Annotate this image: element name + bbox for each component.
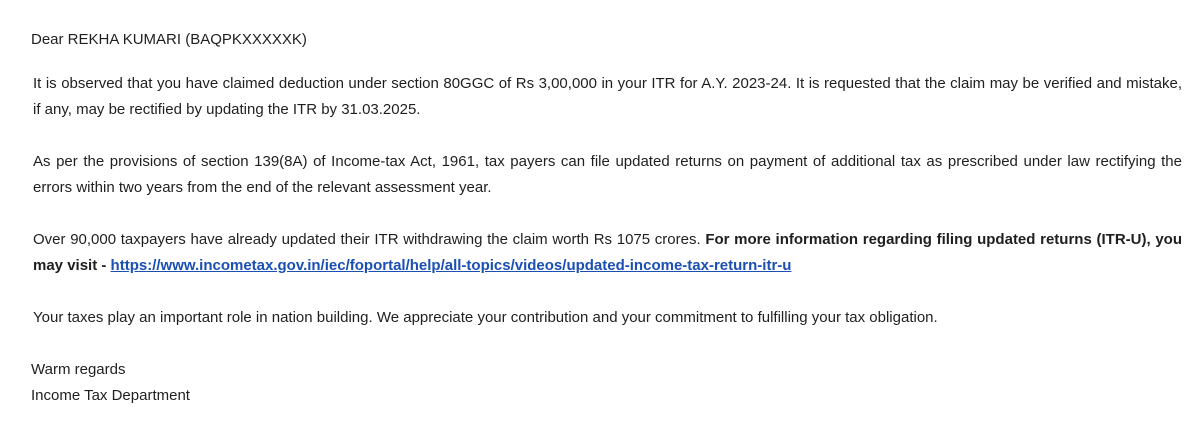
signature: Income Tax Department: [31, 387, 190, 404]
itr-u-help-link[interactable]: https://www.incometax.gov.in/iec/foportal/help/all-topics/videos/updated-income-tax-return-itr-u: [110, 257, 792, 274]
paragraph-appreciation: Your taxes play an important role in nation building. We appreciate your contribution and your commitment to fulfilling your tax obligation.: [33, 309, 938, 326]
closing: Warm regards: [31, 361, 126, 378]
paragraph-section-139: As per the provisions of section 139(8A) of Income-tax Act, 1961, tax payers can file updated returns on payment of additional tax as prescribed under law rectifying the errors within two years from the end of the relevant assessment year.: [33, 153, 1182, 196]
greeting: Dear REKHA KUMARI (BAQPKXXXXXK): [31, 31, 307, 48]
paragraph-more-info: [31, 227, 1182, 279]
paragraph-more-info-text: Over 90,000 taxpayers have already updated their ITR withdrawing the claim worth Rs 1075 crores.: [33, 231, 706, 248]
more-info-bold-text: For more information regarding filing updated returns (ITR-U), you may visit -: [33, 231, 1183, 274]
paragraph-deduction-notice: It is observed that you have claimed deduction under section 80GGC of Rs 3,00,000 in your ITR for A.Y. 2023-24. It is requested that the claim may be verified and mistake, if any, may be rectified by updating the ITR by 31.03.2025.: [33, 75, 1182, 118]
